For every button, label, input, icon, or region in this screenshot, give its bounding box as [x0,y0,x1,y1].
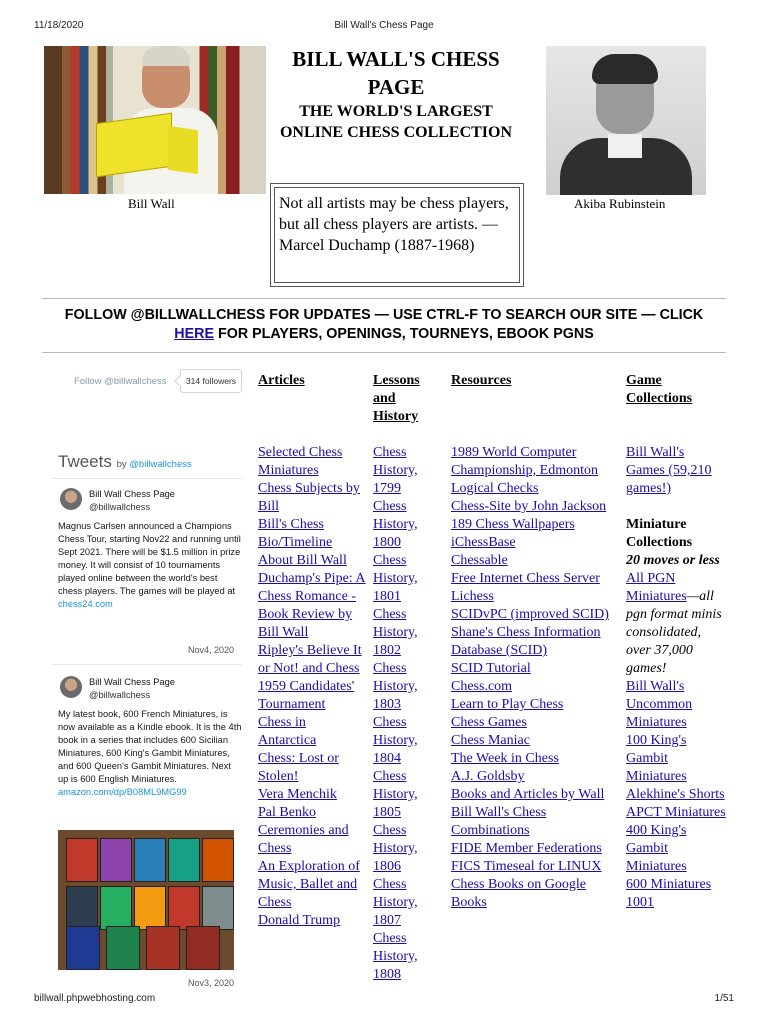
lessons-list [373,444,429,984]
resource-link[interactable]: SCID Tutorial [451,661,531,676]
follow-banner [42,306,726,344]
tweets-heading: Tweets by @billwallchess [58,452,192,471]
games-column [626,372,726,408]
article-link[interactable]: Bill's Chess Bio/Timeline [258,517,333,550]
article-link[interactable]: Ripley's Believe It or Not! and Chess [258,643,362,676]
history-link[interactable]: Chess History, 1800 [373,499,418,550]
resource-link[interactable]: Chess.com [451,679,513,694]
article-link[interactable]: Chess: Lost or Stolen! [258,751,339,784]
divider [42,298,726,299]
bill-wall-photo [44,46,266,194]
akiba-rubinstein-caption: Akiba Rubinstein [574,196,666,211]
games-list [626,444,726,912]
article-link[interactable]: Ceremonies and Chess [258,823,349,856]
lessons-heading: Lessons and History [373,373,420,424]
divider [42,352,726,353]
history-link[interactable]: Chess History, 1807 [373,877,418,928]
print-url: billwall.phpwebhosting.com [34,993,156,1004]
history-link[interactable]: Chess History, 1799 [373,445,418,496]
article-link[interactable]: Vera Menchik [258,787,337,802]
tweet-date[interactable]: Nov4, 2020 [187,645,234,655]
game-collection-link[interactable]: Alekhine's Shorts [626,787,725,802]
resource-link[interactable]: FICS Timeseal for LINUX [451,859,602,874]
follow-banner-line1: FOLLOW @BILLWALLCHESS FOR UPDATES — USE CTRL-F TO SEARCH OUR SITE — CLICK [64,307,704,323]
resource-link[interactable]: SCIDvPC (improved SCID) [451,607,609,622]
tweet-text: Magnus Carlsen announced a Champions Chess Tour, starting Nov22 and running until Sept 2021. There will be $1.5 million in prize money. It will consist of 10 tournaments played online between the world's best chess players. The games will be played at chess24.com [58,521,241,609]
quote-box [270,183,524,287]
tweet[interactable] [58,676,242,826]
akiba-rubinstein-photo [546,46,706,195]
history-link[interactable]: Chess History, 1806 [373,823,418,874]
lessons-column [373,372,429,426]
tweet-link[interactable]: chess24.com [58,599,113,609]
all-pgn-miniatures-link[interactable]: All PGN Miniatures [626,571,687,604]
article-link[interactable]: Donald Trump [258,913,341,928]
bill-wall-games-link[interactable]: Bill Wall's Games (59,210 games!) [626,445,712,496]
history-link[interactable]: Chess History, 1804 [373,715,418,766]
article-link[interactable]: Pal Benko [258,805,316,820]
resource-link[interactable]: Shane's Chess Information Database (SCID) [451,625,601,658]
resource-link[interactable]: Free Internet Chess Server [451,571,600,586]
article-link[interactable]: About Bill Wall [258,553,347,568]
resource-link[interactable]: Chessable [451,553,508,568]
resource-link[interactable]: Learn to Play Chess [451,697,564,712]
resource-link[interactable]: 1989 World Computer Championship, Edmonton [451,445,598,478]
history-link[interactable]: Chess History, 1802 [373,607,418,658]
all-pgn-note: —all pgn format minis consolidated, over 37,000 games! [626,589,722,676]
book-covers-image[interactable] [58,830,234,970]
tweet-date[interactable]: Nov3, 2020 [187,978,234,988]
article-link[interactable]: Selected Chess Miniatures [258,445,343,478]
history-link[interactable]: Chess History, 1803 [373,661,418,712]
article-link[interactable]: An Exploration of Music, Ballet and Chess [258,859,360,910]
site-subtitle: THE WORLD'S LARGEST ONLINE CHESS COLLECTION [279,103,513,141]
article-link[interactable]: Duchamp's Pipe: A Chess Romance - Book Review by Bill Wall [258,571,366,640]
articles-list [258,444,366,930]
twitter-timeline [44,366,242,991]
tweet-author-name[interactable]: Bill Wall Chess Page [89,677,175,687]
miniature-collections-heading: Miniature Collections [626,517,693,550]
tweet-author-handle[interactable]: @billwallchess [89,690,151,700]
history-link[interactable]: Chess History, 1808 [373,931,418,982]
resources-column [451,372,617,390]
avatar [60,676,82,698]
game-collection-link[interactable]: Bill Wall's Uncommon Miniatures [626,679,693,730]
tweets-by-handle[interactable]: @billwallchess [129,459,192,470]
resource-link[interactable]: 189 Chess Wallpapers [451,517,575,532]
print-page-number: 1/51 [714,993,734,1004]
tweet-author-name[interactable]: Bill Wall Chess Page [89,489,175,499]
twitter-follow-button[interactable]: Follow @billwallchess [74,376,167,387]
resource-link[interactable]: Chess-Site by John Jackson [451,499,607,514]
games-heading: Game Collections [626,373,693,406]
tweet[interactable] [58,488,242,668]
game-collection-link[interactable]: APCT Miniatures [626,805,726,820]
resource-link[interactable]: Books and Articles by Wall [451,787,605,802]
tweet-author-handle[interactable]: @billwallchess [89,502,151,512]
bill-wall-caption: Bill Wall [128,196,175,211]
miniature-collections-subheading: 20 moves or less [626,553,720,568]
quote-text: Not all artists may be chess players, but all chess players are artists. —Marcel Duchamp (1887-1968) [274,187,520,283]
game-collection-link[interactable]: 400 King's Gambit Miniatures [626,823,687,874]
resource-link[interactable]: iChessBase [451,535,516,550]
resource-link[interactable]: Chess Books on Google Books [451,877,586,910]
game-collection-link[interactable]: 100 King's Gambit Miniatures [626,733,687,784]
resources-heading: Resources [451,373,512,388]
tweet-text: My latest book, 600 French Miniatures, is now available as a Kindle ebook. It is the 4th book in a series that includes 600 Sicilian Miniatures, 600 King's Gambit Miniatures, and 600 Queen's Gambit Miniatures. Next up is 600 English Miniatures. amazon.com/dp/B08ML9MG99 [58,709,242,797]
resource-link[interactable]: Chess Maniac [451,733,530,748]
print-date: 11/18/2020 [34,20,84,31]
tweet-link[interactable]: amazon.com/dp/B08ML9MG99 [58,787,187,797]
resource-link[interactable]: A.J. Goldsby [451,769,525,784]
articles-heading: Articles [258,373,305,388]
article-link[interactable]: 1959 Candidates' Tournament [258,679,355,712]
article-link[interactable]: Chess in Antarctica [258,715,317,748]
resource-link[interactable]: Chess Games [451,715,527,730]
here-link[interactable]: HERE [174,326,214,342]
articles-column [258,372,366,390]
print-title: Bill Wall's Chess Page [334,20,434,31]
history-link[interactable]: Chess History, 1805 [373,769,418,820]
resource-link[interactable]: Logical Checks [451,481,539,496]
article-link[interactable]: Chess Subjects by Bill [258,481,360,514]
history-link[interactable]: Chess History, 1801 [373,553,418,604]
avatar [60,488,82,510]
follow-banner-line2: FOR PLAYERS, OPENINGS, TOURNEYS, EBOOK PGNS [214,326,594,342]
resource-link[interactable]: FIDE Member Federations [451,841,602,856]
resource-link[interactable]: The Week in Chess [451,751,559,766]
site-title: BILL WALL'S CHESS PAGE [292,47,500,99]
game-collection-link[interactable]: 600 Miniatures 1001 [626,877,712,910]
resource-link[interactable]: Lichess [451,589,494,604]
resources-list [451,444,617,912]
follower-count: 314 followers [180,369,242,393]
resource-link[interactable]: Bill Wall's Chess Combinations [451,805,547,838]
